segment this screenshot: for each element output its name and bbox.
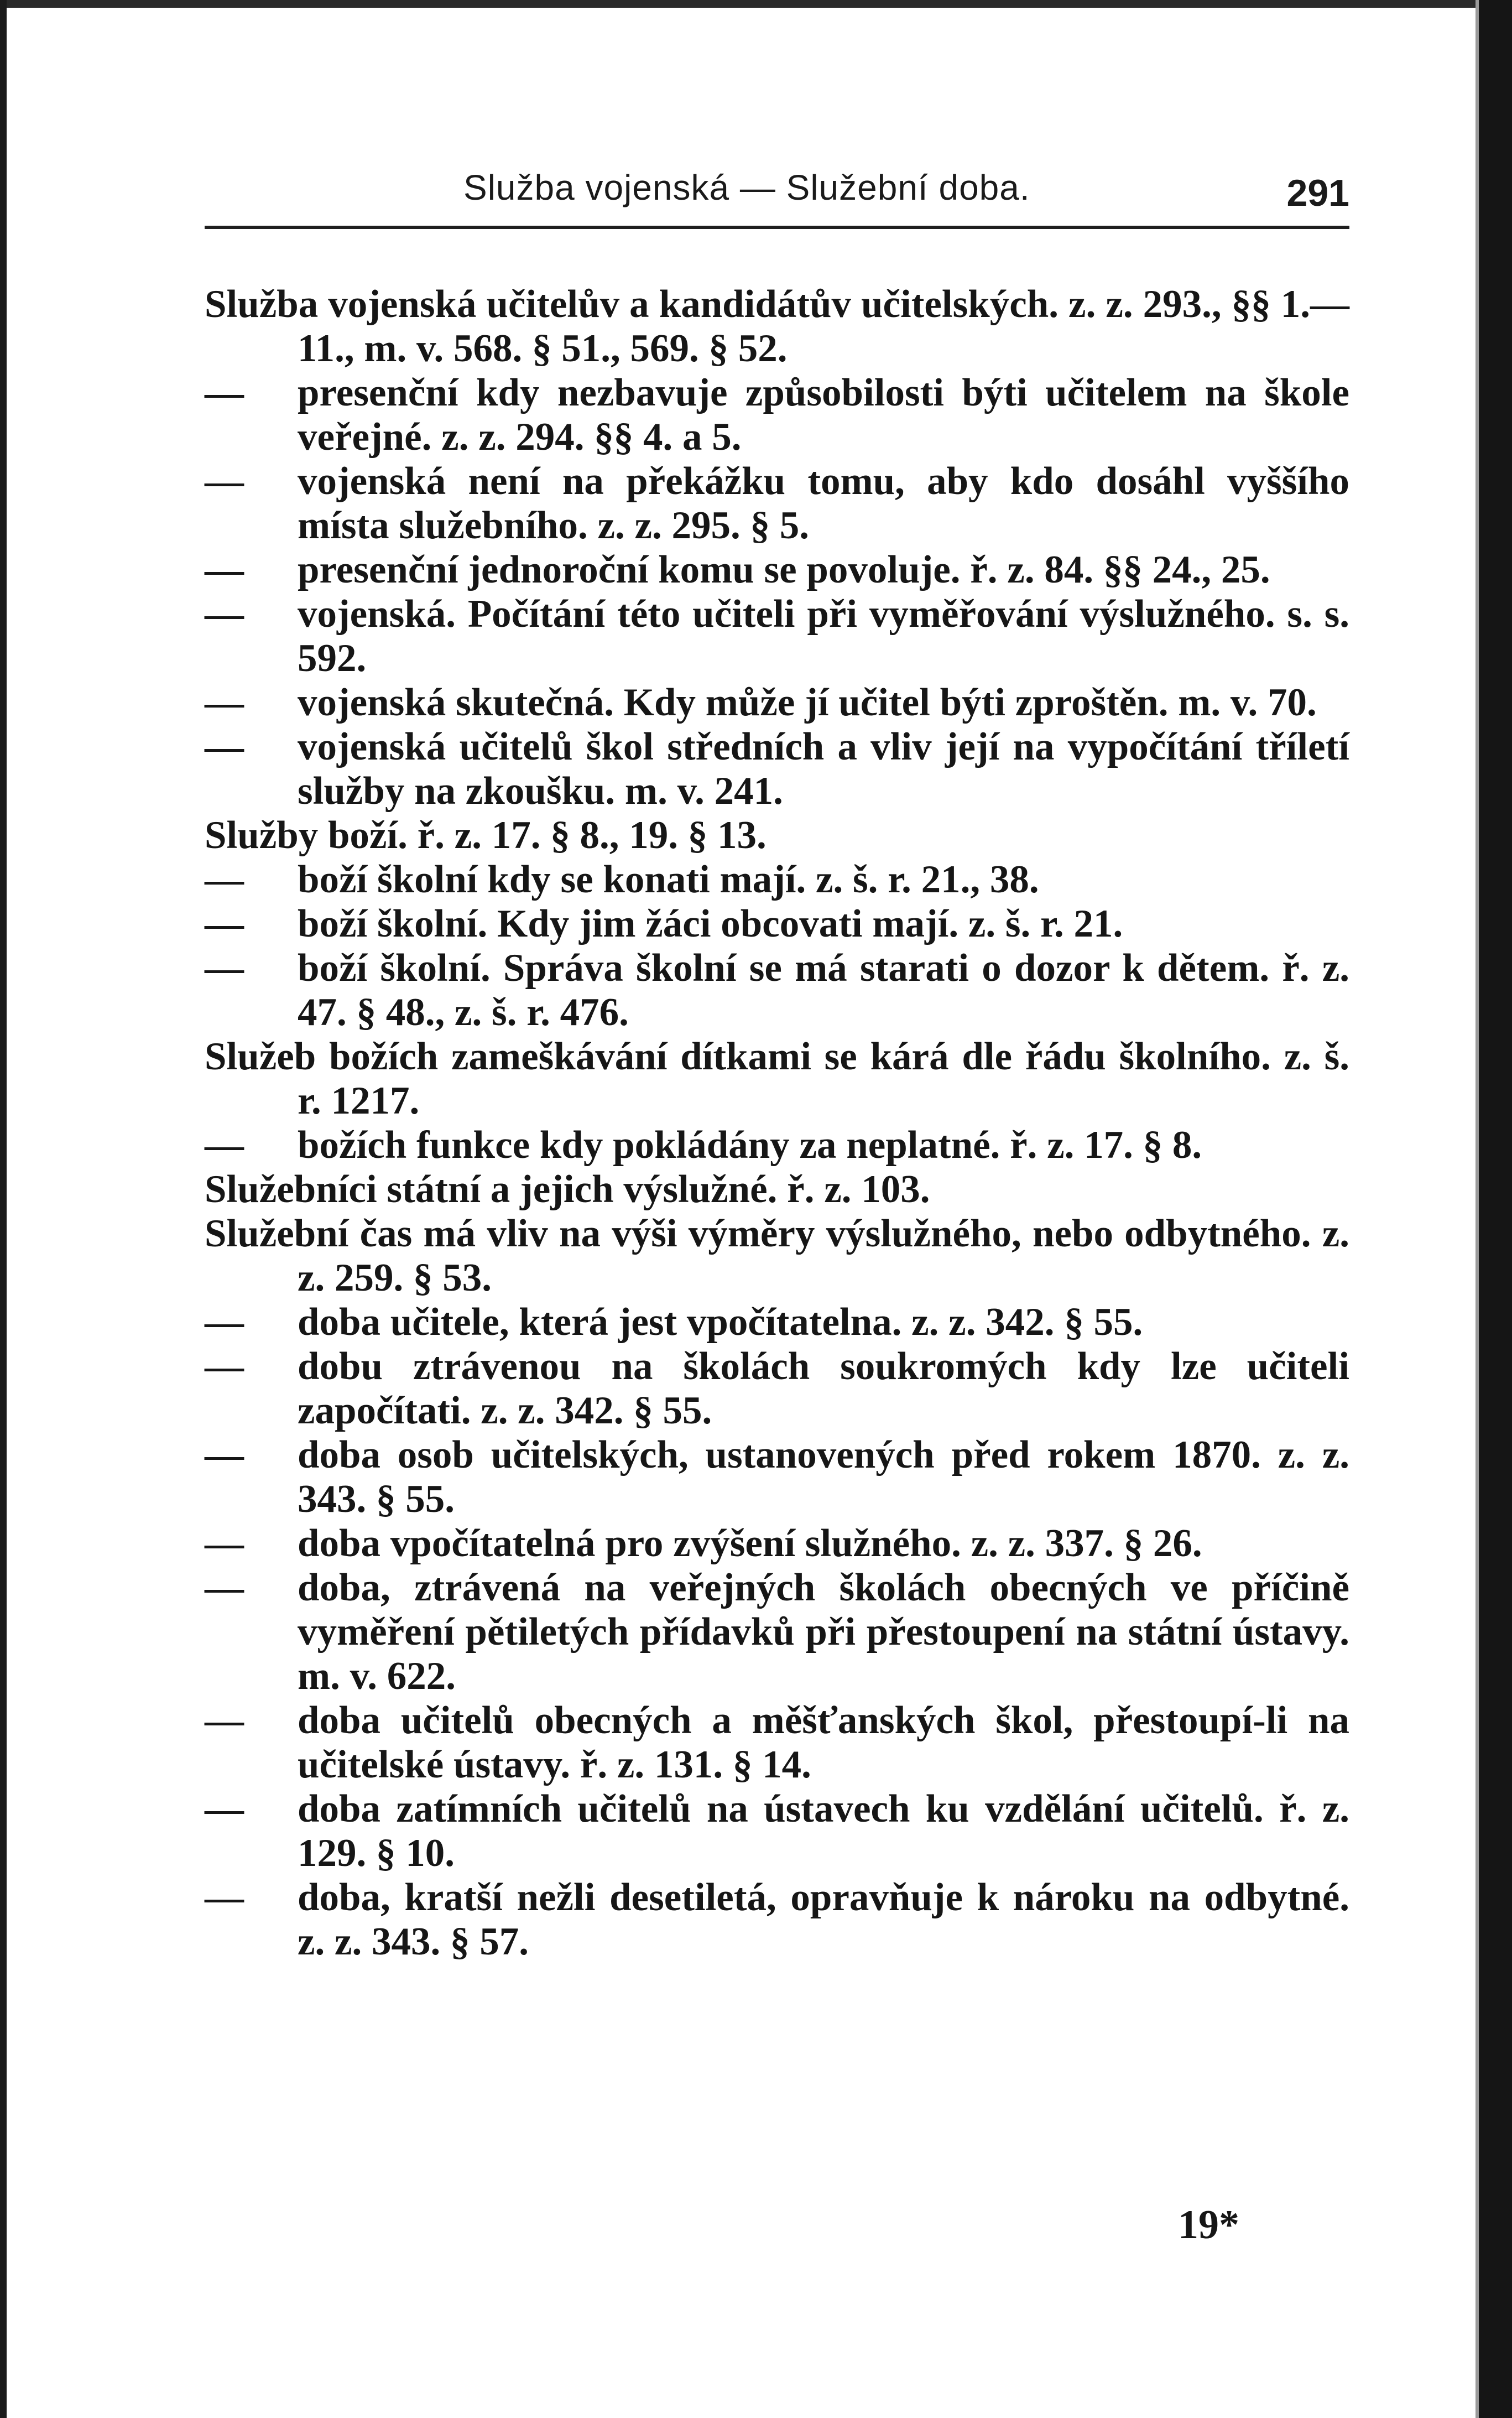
entry-text: Služební čas má vliv na výši výměry výslužného, nebo odbytného. z. z. 259. § 53. bbox=[205, 1212, 1349, 1299]
entry-text: Služba vojenská učitelův a kandidátův učitelských. z. z. 293., §§ 1.—11., m. v. 568. § 51., 569. § 52. bbox=[205, 283, 1349, 370]
main-entry bbox=[205, 1167, 1349, 1211]
entry-text: doba, kratší nežli desetiletá, opravňuje k nároku na odbytné. z. z. 343. § 57. bbox=[298, 1876, 1349, 1963]
sub-entry bbox=[205, 902, 1349, 946]
index-entries bbox=[205, 282, 1349, 1964]
running-header bbox=[205, 155, 1349, 221]
entry-dash: — bbox=[205, 1787, 244, 1831]
entry-text: Služeb božích zameškávání dítkami se kárá dle řádu školního. z. š. r. 1217. bbox=[205, 1035, 1349, 1122]
sub-entry bbox=[205, 1344, 1349, 1433]
scan-edge-top bbox=[0, 0, 1512, 8]
entry-text: Služby boží. ř. z. 17. § 8., 19. § 13. bbox=[205, 814, 767, 857]
entry-text: doba, ztrávená na veřejných školách obecných ve příčině vyměření pětiletých přídavků při přestoupení na státní ústavy. m. v. 622. bbox=[298, 1566, 1349, 1698]
sub-entry bbox=[205, 1787, 1349, 1875]
entry-text: božích funkce kdy pokládány za neplatné. ř. z. 17. § 8. bbox=[298, 1124, 1202, 1167]
sub-entry bbox=[205, 1123, 1349, 1167]
entry-text: boží školní. Kdy jim žáci obcovati mají. z. š. r. 21. bbox=[298, 902, 1123, 945]
sub-entry bbox=[205, 592, 1349, 680]
entry-dash: — bbox=[205, 902, 244, 945]
entry-text: Služebníci státní a jejich výslužné. ř. z. 103. bbox=[205, 1168, 930, 1211]
entry-dash: — bbox=[205, 548, 244, 591]
entry-dash: — bbox=[205, 1566, 244, 1609]
sub-entry bbox=[205, 459, 1349, 548]
sub-entry bbox=[205, 1300, 1349, 1344]
main-entry bbox=[205, 1211, 1349, 1300]
sub-entry bbox=[205, 371, 1349, 459]
entry-text: doba učitele, která jest vpočítatelna. z. z. 342. § 55. bbox=[298, 1301, 1143, 1344]
entry-text: dobu ztrávenou na školách soukromých kdy lze učiteli započítati. z. z. 342. § 55. bbox=[298, 1345, 1349, 1432]
entry-text: doba zatímních učitelů na ústavech ku vzdělání učitelů. ř. z. 129. § 10. bbox=[298, 1787, 1349, 1875]
entry-dash: — bbox=[205, 1345, 244, 1388]
main-entry bbox=[205, 1034, 1349, 1123]
entry-text: presenční jednoroční komu se povoluje. ř. z. 84. §§ 24., 25. bbox=[298, 548, 1270, 591]
entry-dash: — bbox=[205, 725, 244, 768]
entry-dash: — bbox=[205, 1301, 244, 1344]
entry-text: vojenská skutečná. Kdy může jí učitel býti zproštěn. m. v. 70. bbox=[298, 681, 1317, 724]
sub-entry bbox=[205, 680, 1349, 725]
sub-entry bbox=[205, 857, 1349, 902]
entry-dash: — bbox=[205, 858, 244, 901]
main-entry bbox=[205, 813, 1349, 857]
page-number: 291 bbox=[1286, 172, 1349, 214]
running-title: Služba vojenská — Služební doba. bbox=[463, 168, 1030, 207]
entry-text: vojenská učitelů škol středních a vliv její na vypočítání tříletí služby na zkoušku. m. v. 241. bbox=[298, 725, 1349, 813]
sub-entry bbox=[205, 1698, 1349, 1787]
entry-text: presenční kdy nezbavuje způsobilosti býti učitelem na škole veřejné. z. z. 294. §§ 4. a 5. bbox=[298, 371, 1349, 459]
entry-text: doba osob učitelských, ustanovených před rokem 1870. z. z. 343. § 55. bbox=[298, 1433, 1349, 1521]
header-rule bbox=[205, 226, 1349, 229]
sub-entry bbox=[205, 725, 1349, 813]
sub-entry bbox=[205, 1875, 1349, 1964]
signature-mark: 19* bbox=[1178, 2202, 1239, 2248]
entry-dash: — bbox=[205, 592, 244, 636]
entry-dash: — bbox=[205, 1876, 244, 1919]
scan-edge-left bbox=[0, 0, 7, 2418]
entry-text: boží školní. Správa školní se má starati o dozor k dětem. ř. z. 47. § 48., z. š. r. 476. bbox=[298, 947, 1349, 1034]
entry-dash: — bbox=[205, 1124, 244, 1167]
entry-dash: — bbox=[205, 681, 244, 724]
entry-text: vojenská není na překážku tomu, aby kdo dosáhl vyššího místa služebního. z. z. 295. § 5. bbox=[298, 460, 1349, 547]
entry-text: doba učitelů obecných a měšťanských škol, přestoupí-li na učitelské ústavy. ř. z. 131. § 14. bbox=[298, 1699, 1349, 1786]
main-entry bbox=[205, 282, 1349, 371]
entry-text: doba vpočítatelná pro zvýšení služného. z. z. 337. § 26. bbox=[298, 1522, 1202, 1565]
scan-edge-right bbox=[1479, 0, 1512, 2418]
entry-dash: — bbox=[205, 1433, 244, 1476]
entry-dash: — bbox=[205, 460, 244, 503]
entry-dash: — bbox=[205, 371, 244, 414]
entry-text: boží školní kdy se konati mají. z. š. r. 21., 38. bbox=[298, 858, 1039, 901]
sub-entry bbox=[205, 1566, 1349, 1698]
sub-entry bbox=[205, 548, 1349, 592]
sub-entry bbox=[205, 1521, 1349, 1566]
entry-dash: — bbox=[205, 1522, 244, 1565]
sub-entry bbox=[205, 1433, 1349, 1521]
entry-text: vojenská. Počítání této učiteli při vyměřování výslužného. s. s. 592. bbox=[298, 592, 1349, 680]
entry-dash: — bbox=[205, 947, 244, 990]
sub-entry bbox=[205, 946, 1349, 1034]
entry-dash: — bbox=[205, 1699, 244, 1742]
